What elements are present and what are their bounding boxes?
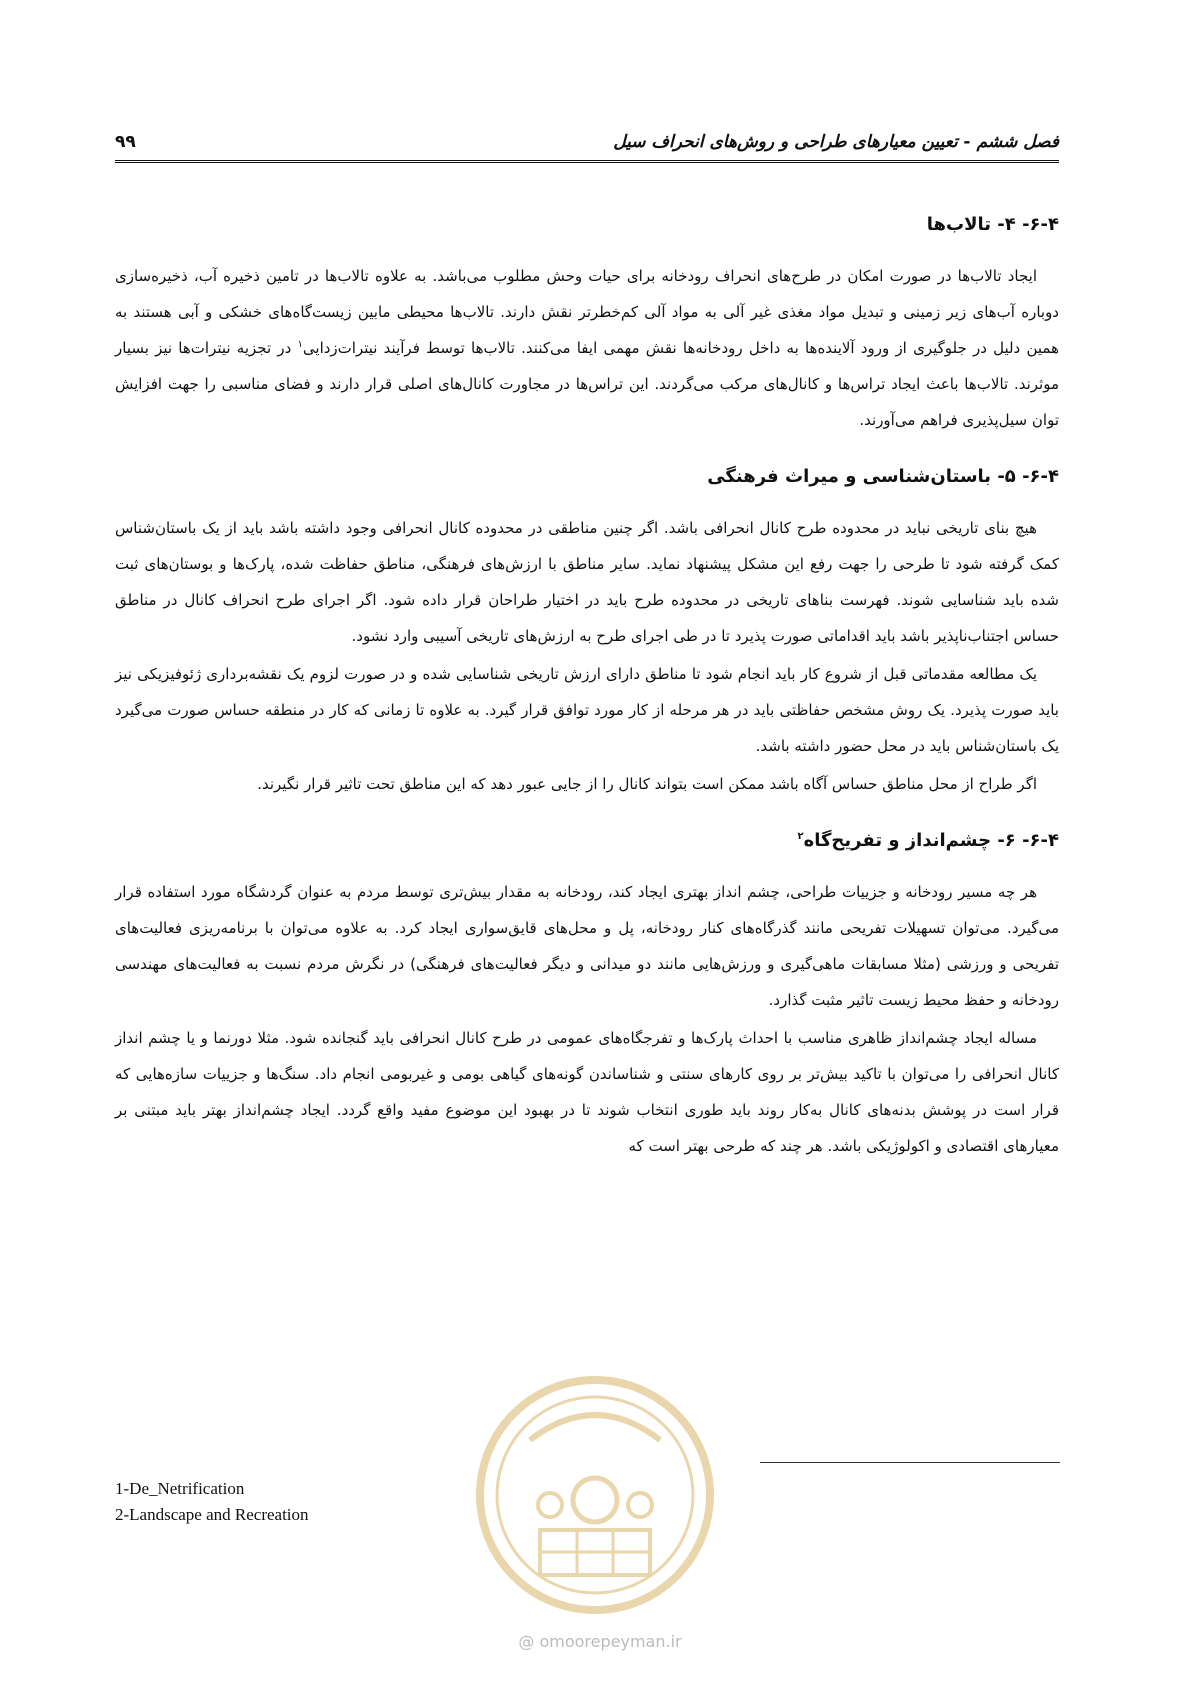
paragraph: یک مطالعه مقدماتی قبل از شروع کار باید انجام شود تا مناطق دارای ارزش تاریخی شناسایی شده و در صورت لزوم یک نقشه‌برداری ژئوفیزیکی نیز باید صورت پذیرد. یک روش مشخص حفاظتی باید در هر مرحله از کار مورد توافق قرار گیرد. به علاوه تا زمانی که کار در منطقه حساس صورت می‌گیرد یک باستان‌شناس باید در محل حضور داشته باشد. — [115, 665, 1059, 755]
paragraph: هیچ بنای تاریخی نباید در محدوده طرح کانال انحرافی باشد. اگر چنین مناطقی در محدوده کانال انحرافی وجود داشته باشد باید از یک باستان‌شناس کمک گرفته شود تا طرحی را جهت رفع این مشکل پیشنهاد نماید. سایر مناطق با ارزش‌های فرهنگی، مناطق حفاظت شده، پارک‌ها و بوستان‌های ثبت شده باید شناسایی شوند. فهرست بناهای تاریخی در محدوده طرح باید در اختیار طراحان قرار داده شود. اگر اجرای طرح انحراف کانال در مناطق حساس اجتناب‌ناپذیر باشد باید اقداماتی صورت پذیرد تا در طی اجرای طرح به ارزش‌های تاریخی آسیبی وارد نشود. — [115, 519, 1059, 645]
chapter-title: فصل ششم - تعیین معیارهای طراحی و روش‌های انحراف سیل — [613, 132, 1059, 152]
paragraph: اگر طراح از محل مناطق حساس آگاه باشد ممکن است بتواند کانال را از جایی عبور دهد که این مناطق تحت تاثیر قرار نگیرند. — [257, 775, 1037, 793]
main-content — [115, 210, 1059, 1166]
footnote-ref: ۱ — [297, 339, 303, 350]
paragraph: مساله ایجاد چشم‌انداز ظاهری مناسب با احداث پارک‌ها و تفرجگاه‌های عمومی در طرح کانال انحرافی باید گنجانده شود. مثلا دورنما و یا چشم انداز کانال انحرافی را می‌توان با تاکید بیش‌تر بر روی کارهای سنتی و شناساندن گونه‌های گیاهی بومی و غیربومی انجام داد. سنگ‌ها و جزییات سازه‌هایی که قرار است در پوشش بدنه‌های کانال به‌کار روند باید طوری انتخاب شوند تا در بهبود این موضوع مفید واقع گردد. ایجاد چشم‌انداز بهتر باید مبتنی بر معیارهای اقتصادی و اکولوژیکی باشد. هر چند که طرحی بهتر است که — [115, 1029, 1059, 1155]
page-header — [115, 126, 1059, 166]
header-rule — [115, 160, 1059, 166]
footnote-ref: ۲ — [797, 831, 804, 842]
footnote-rule — [760, 1462, 1060, 1463]
footnote-2: 2-Landscape and Recreation — [115, 1505, 309, 1524]
paragraph-text: در تجزیه نیترات‌ها نیز بسیار موثرند. تالاب‌ها باعث ایجاد تراس‌ها و کانال‌های مرکب می‌گردند. این تراس‌ها در مجاورت کانال‌های اصلی قرار دارند و فضای مناسبی را جهت افزایش توان سیل‌پذیری فراهم می‌آورند. — [115, 339, 1059, 429]
paragraph — [115, 258, 1059, 438]
watermark-seal-icon — [470, 1370, 720, 1620]
section-heading-archaeology: ۶-۴- ۵- باستان‌شناسی و میراث فرهنگی — [707, 466, 1059, 487]
paragraph: هر چه مسیر رودخانه و جزییات طراحی، چشم انداز بهتری ایجاد کند، رودخانه به مقدار بیش‌تری توسط مردم به عنوان گردشگاه مورد استفاده قرار می‌گیرد. می‌توان تسهیلات تفریحی مانند گذرگاه‌های کنار رودخانه، پل و محل‌های قایق‌سواری ایجاد کرد. به علاوه می‌توان با برنامه‌ریزی فعالیت‌های تفریحی و ورزشی (مثلا مسابقات ماهی‌گیری و ورزش‌هایی مانند دو میدانی و دیگر فعالیت‌های فرهنگی) در نگرش مردم نسبت به فعالیت‌های مهندسی رودخانه و حفظ محیط زیست تاثیر مثبت گذارد. — [115, 883, 1059, 1009]
watermark-url: @ omoorepeyman.ir — [518, 1632, 682, 1651]
section-heading-wetlands: ۶-۴- ۴- تالاب‌ها — [926, 214, 1059, 235]
page-number: ۹۹ — [115, 132, 136, 152]
watermark-url-text: omoorepeyman.ir — [539, 1632, 682, 1651]
footnote-1: 1-De_Netrification — [115, 1479, 245, 1498]
paragraph-text: ایجاد تالاب‌ها در صورت امکان در طرح‌های انحراف رودخانه برای حیات وحش مطلوب می‌باشد. به علاوه تالاب‌ها در تامین ذخیره آب، ذخیره‌سازی دوباره آب‌های زیر زمینی و تبدیل مواد مغذی غیر آلی به مواد آلی کم‌خطرتر نقش دارند. تالاب‌ها محیطی مابین زیست‌گاه‌های خشکی و آبی هستند به همین دلیل در جلوگیری از ورود آلاینده‌ها به داخل رودخانه‌ها نقش مهمی ایفا می‌کنند. تالاب‌ها توسط فرآیند نیترات‌زدایی — [115, 267, 1059, 357]
heading-text: ۶-۴- ۶- چشم‌انداز و تفریح‌گاه — [803, 830, 1059, 851]
section-heading-landscape — [115, 826, 1059, 856]
